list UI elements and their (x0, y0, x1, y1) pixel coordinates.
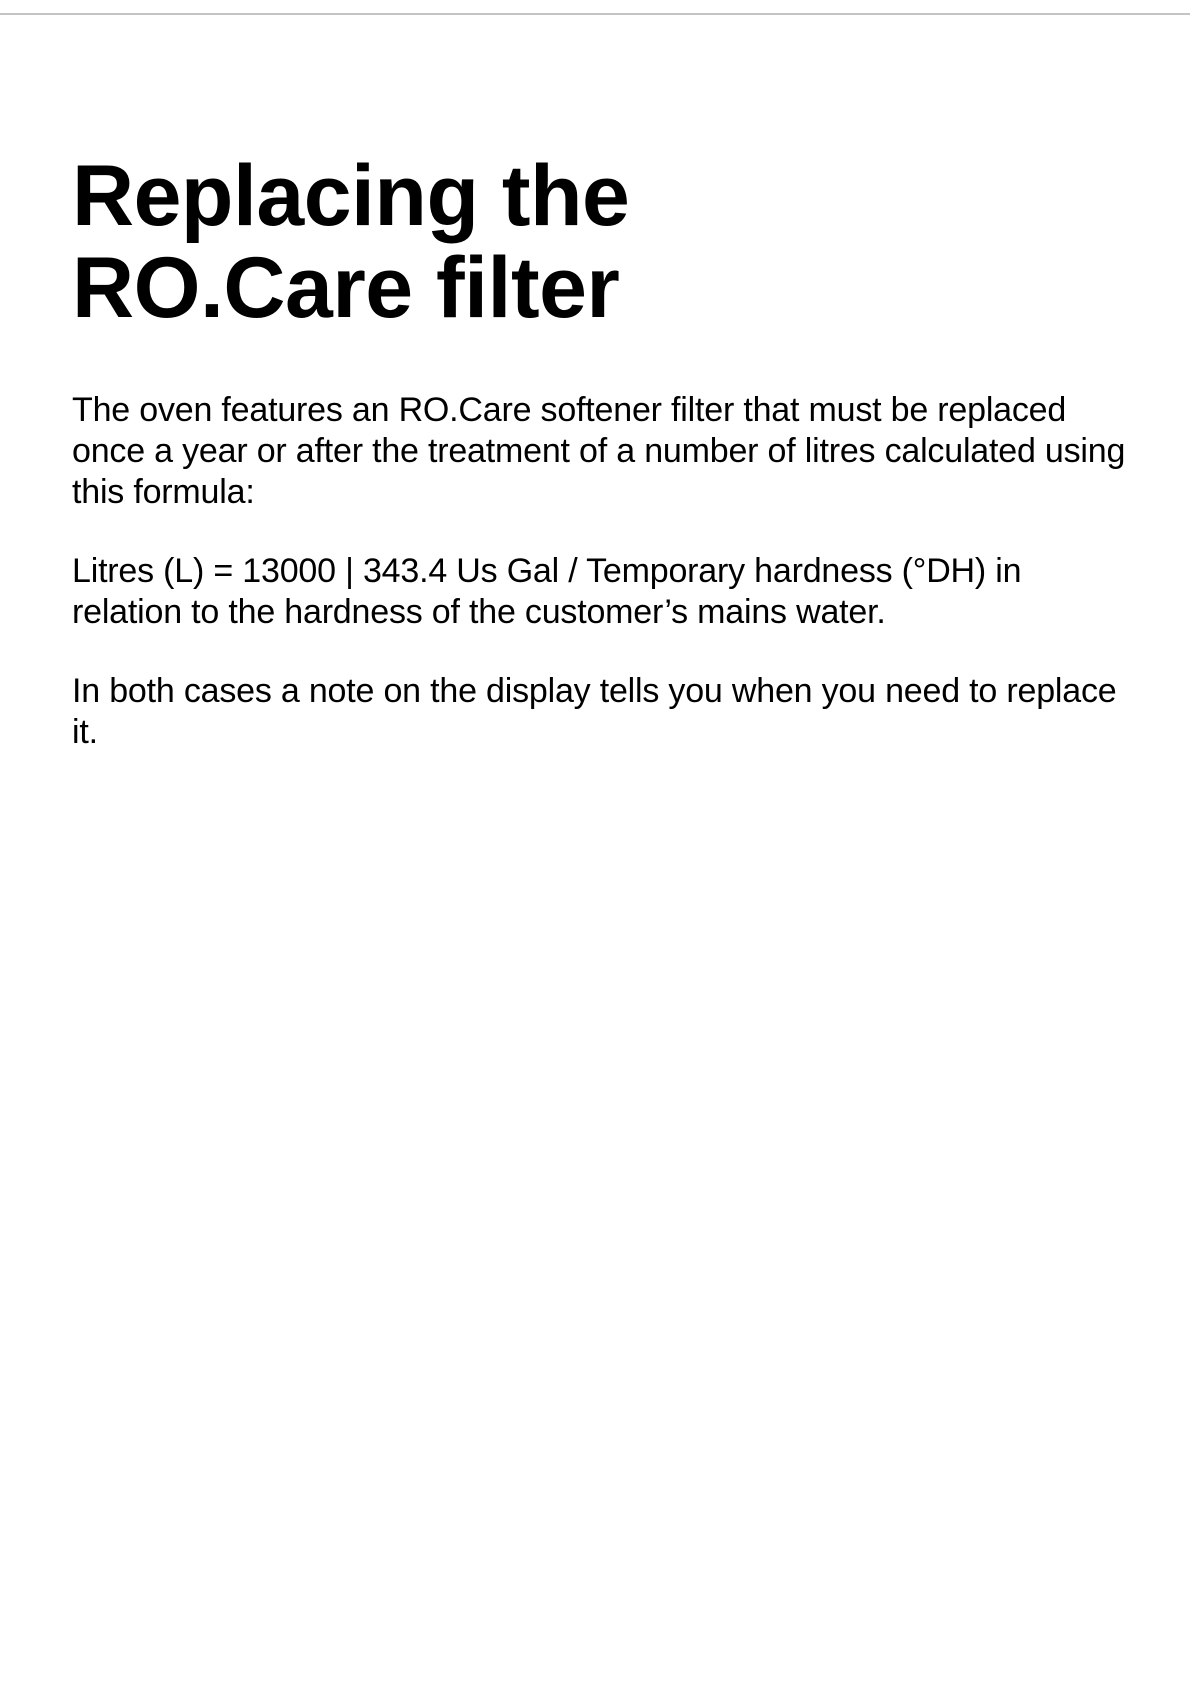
top-divider (0, 13, 1190, 15)
page-title: Replacing the RO.Care filter (72, 148, 630, 336)
document-body (72, 150, 1132, 753)
intro-paragraph: The oven features an RO.Care softener filter that must be replaced once a year or after the treatment of a number of litres calculated using this formula: (72, 391, 1126, 511)
formula-paragraph: Litres (L) = 13000 | 343.4 Us Gal / Temporary hardness (°DH) in relation to the hardness of the customer’s mains water. (72, 552, 1022, 631)
note-paragraph: In both cases a note on the display tells you when you need to replace it. (72, 672, 1117, 751)
